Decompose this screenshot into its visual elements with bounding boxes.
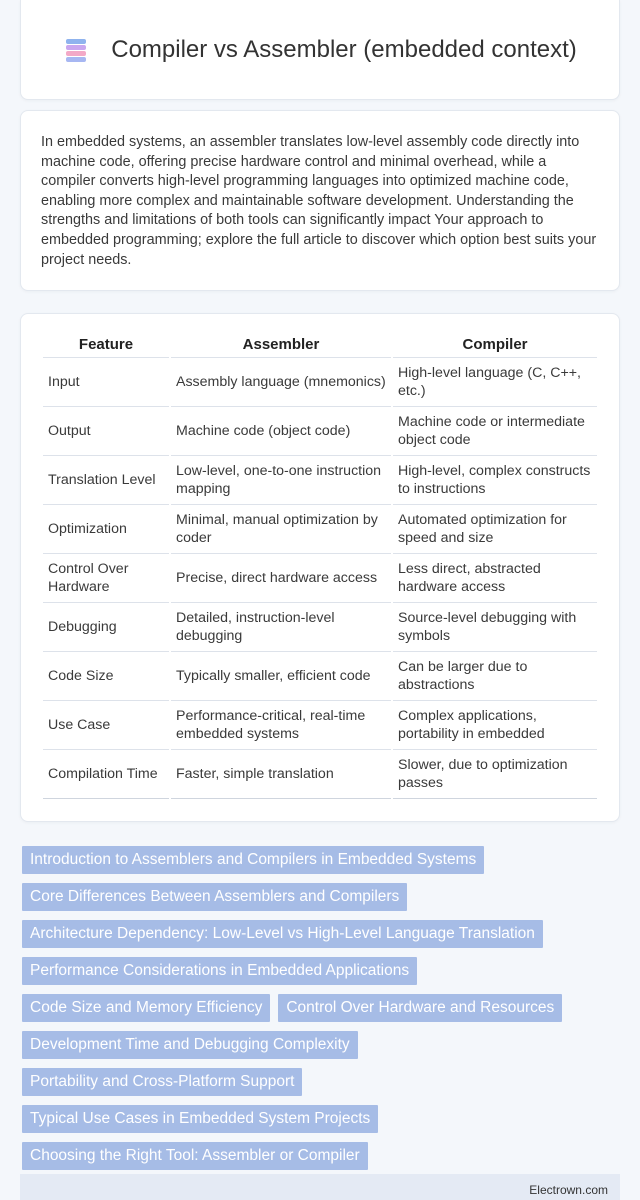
column-header-assembler: Assembler	[170, 334, 392, 357]
table-cell: Faster, simple translation	[170, 749, 392, 798]
table-cell: Can be larger due to abstractions	[392, 651, 597, 700]
table-row	[43, 406, 597, 455]
table-cell: High-level, complex constructs to instructions	[392, 455, 597, 504]
table-row	[43, 455, 597, 504]
table-row	[43, 357, 597, 406]
topic-link-core-differences[interactable]: Core Differences Between Assemblers and Compilers	[22, 883, 407, 911]
table-cell: Machine code or intermediate object code	[392, 406, 597, 455]
table-cell: Machine code (object code)	[170, 406, 392, 455]
topic-link-portability[interactable]: Portability and Cross-Platform Support	[22, 1068, 302, 1096]
table-cell: Performance-critical, real-time embedded systems	[170, 700, 392, 749]
page-title: Compiler vs Assembler (embedded context)	[111, 35, 577, 63]
table-cell: Output	[43, 406, 170, 455]
table-cell: High-level language (C, C++, etc.)	[392, 357, 597, 406]
table-cell: Source-level debugging with symbols	[392, 602, 597, 651]
table-cell: Minimal, manual optimization by coder	[170, 504, 392, 553]
table-cell: Input	[43, 357, 170, 406]
table-cell: Slower, due to optimization passes	[392, 749, 597, 798]
table-cell: Less direct, abstracted hardware access	[392, 553, 597, 602]
footer-brand: Electrown.com	[529, 1183, 608, 1197]
footer	[20, 1174, 620, 1200]
topic-link-development-time[interactable]: Development Time and Debugging Complexity	[22, 1031, 358, 1059]
table-grid-icon	[63, 37, 89, 63]
column-header-feature: Feature	[43, 334, 170, 357]
table-cell: Automated optimization for speed and size	[392, 504, 597, 553]
table-row	[43, 504, 597, 553]
table-cell: Use Case	[43, 700, 170, 749]
topic-link-choosing-tool[interactable]: Choosing the Right Tool: Assembler or Compiler	[22, 1142, 368, 1170]
topic-link-code-size[interactable]: Code Size and Memory Efficiency	[22, 994, 270, 1022]
table-cell: Typically smaller, efficient code	[170, 651, 392, 700]
table-row	[43, 749, 597, 798]
topic-link-introduction[interactable]: Introduction to Assemblers and Compilers in Embedded Systems	[22, 846, 484, 874]
table-cell: Translation Level	[43, 455, 170, 504]
column-header-compiler: Compiler	[392, 334, 597, 357]
comparison-card	[20, 313, 620, 822]
topic-link-architecture-dependency[interactable]: Architecture Dependency: Low-Level vs High-Level Language Translation	[22, 920, 543, 948]
topic-links	[22, 846, 622, 1170]
table-row	[43, 602, 597, 651]
table-cell: Low-level, one-to-one instruction mapping	[170, 455, 392, 504]
table-cell: Debugging	[43, 602, 170, 651]
table-row	[43, 651, 597, 700]
table-cell: Code Size	[43, 651, 170, 700]
table-row	[43, 700, 597, 749]
comparison-table	[43, 334, 597, 799]
table-cell: Control Over Hardware	[43, 553, 170, 602]
table-header-row	[43, 334, 597, 357]
table-cell: Detailed, instruction-level debugging	[170, 602, 392, 651]
table-cell: Complex applications, portability in embedded	[392, 700, 597, 749]
intro-text: In embedded systems, an assembler translates low-level assembly code directly into machine code, offering precise hardware control and minimal overhead, while a compiler converts high-level programming languages into optimized machine code, enabling more complex and maintainable software development. Understanding the strengths and limitations of both tools can significantly impact Your approach to embedded programming; explore the full article to discover which option best suits your project needs.	[41, 134, 597, 268]
topic-link-use-cases[interactable]: Typical Use Cases in Embedded System Projects	[22, 1105, 378, 1133]
topic-link-performance[interactable]: Performance Considerations in Embedded Applications	[22, 957, 417, 985]
table-cell: Optimization	[43, 504, 170, 553]
intro-card	[20, 110, 620, 291]
topic-link-hardware-control[interactable]: Control Over Hardware and Resources	[278, 994, 562, 1022]
table-cell: Compilation Time	[43, 749, 170, 798]
page-header	[20, 0, 620, 100]
table-cell: Assembly language (mnemonics)	[170, 357, 392, 406]
table-row	[43, 553, 597, 602]
table-cell: Precise, direct hardware access	[170, 553, 392, 602]
